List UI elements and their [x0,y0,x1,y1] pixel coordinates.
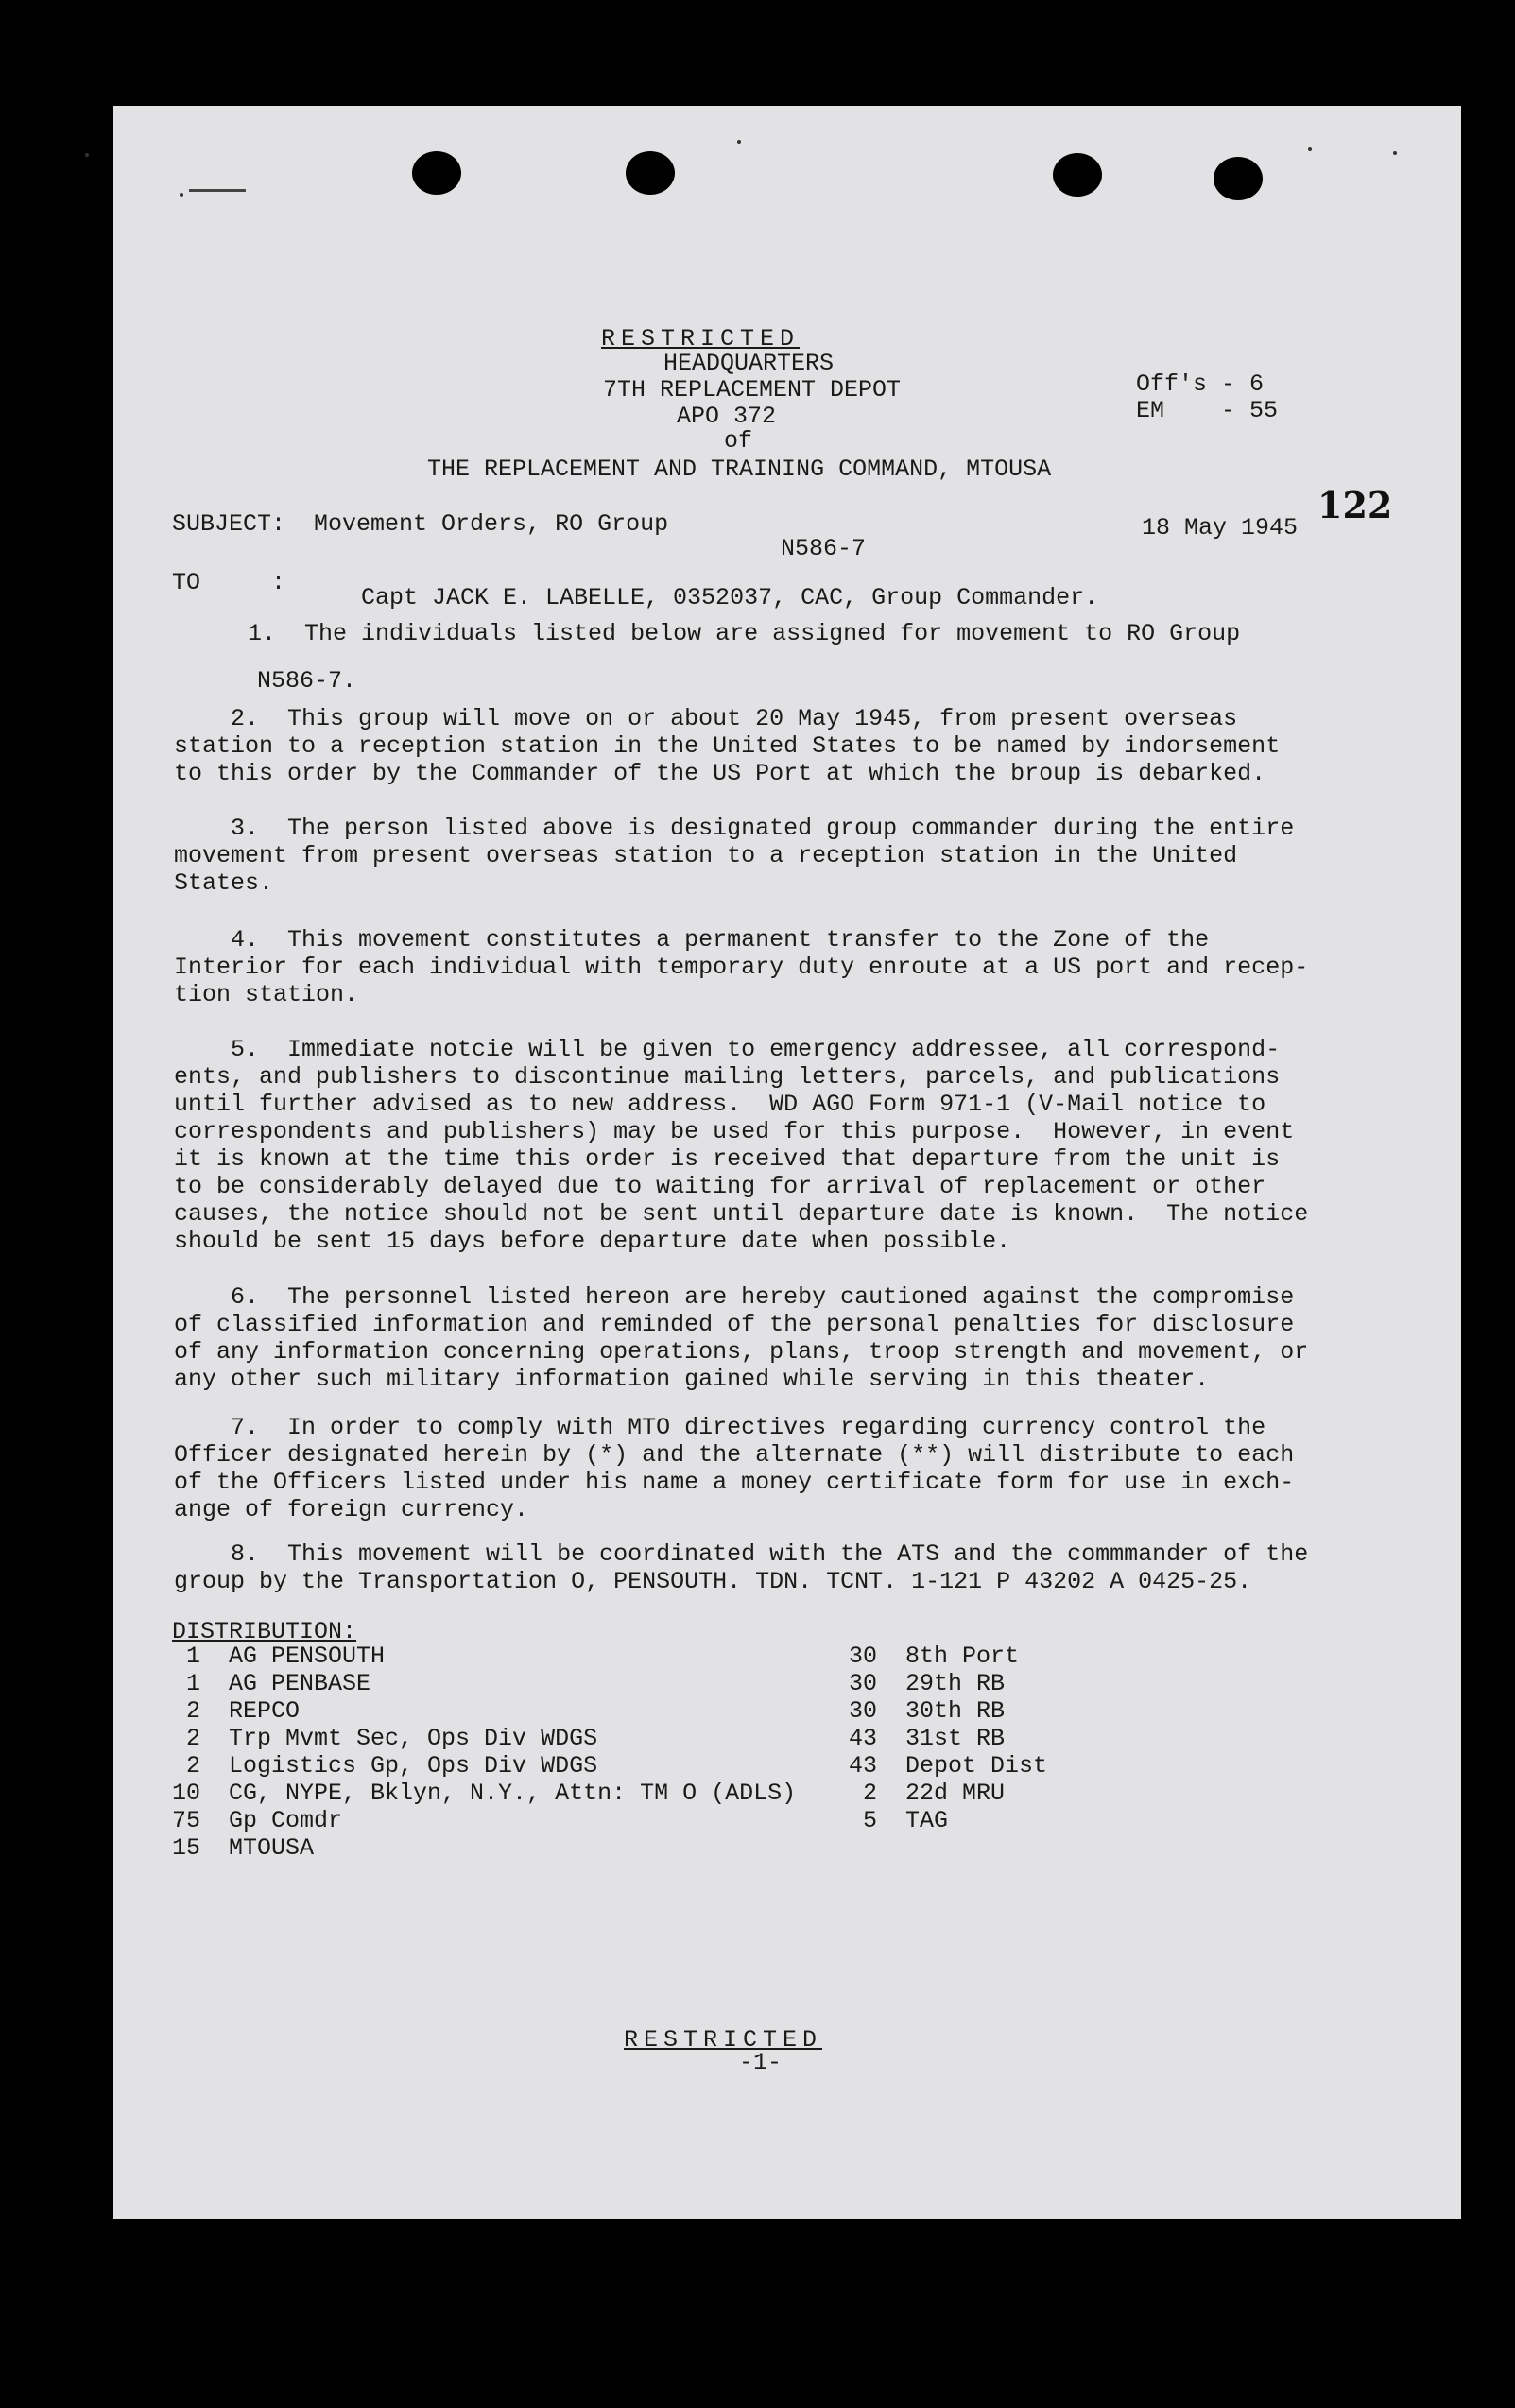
distribution-label: DISTRIBUTION: [172,1618,357,1645]
distribution-entry: 2 REPCO [172,1697,301,1725]
paragraph-6: 6. The personnel listed hereon are hereby cautioned against the compromise of classified information and reminded of the personal penalties for disclosure of any information concerning operations, plans, troop strength and movement, or any other such military information gained while serving in this theater. [174,1283,1309,1393]
classification-bottom: RESTRICTED [624,2026,823,2054]
distribution-entry: 2 Trp Mvmt Sec, Ops Div WDGS [172,1725,598,1752]
stamp-number: 122 [1317,484,1393,526]
distribution-entry: 43 31st RB [849,1725,1006,1752]
paragraph-4: 4. This movement constitutes a permanent transfer to the Zone of the Interior for each individual with temporary duty enroute at a US port and recep- tion station. [174,926,1309,1008]
distribution-entry: 43 Depot Dist [849,1752,1048,1780]
distribution-entry: 30 30th RB [849,1697,1006,1725]
scan-speck [1308,147,1312,151]
distribution-entry: 2 22d MRU [849,1780,1006,1807]
punch-hole [1214,157,1263,200]
punch-hole [626,151,675,195]
distribution-entry: 5 TAG [849,1807,949,1834]
addressee-line: Capt JACK E. LABELLE, 0352037, CAC, Group Commander. [361,584,1099,611]
distribution-entry: 75 Gp Comdr [172,1807,343,1834]
scan-speck [85,153,89,157]
distribution-entry: 1 AG PENBASE [172,1670,371,1697]
page-number: -1- [739,2049,783,2076]
paragraph-5: 5. Immediate notcie will be given to emergency addressee, all correspond- ents, and publishers to discontinue mailing letters, parcels, and publications until further advised as to new address. WD AGO Form 971-1 (V-Mail notice to correspondents and publishers) may be used for this purpose. However, in event it is known at the time this order is received that departure from the unit is to be considerably delayed due to waiting for arrival of replacement or other causes, the notice should not be sent until departure date is known. The notice should be sent 15 days before departure date when possible. [174,1036,1309,1255]
officers-count: Off's - 6 [1136,370,1265,398]
scan-speck [1393,151,1397,155]
scan-speck [180,193,183,197]
subject-line: SUBJECT: Movement Orders, RO Group [172,510,669,538]
command-line: THE REPLACEMENT AND TRAINING COMMAND, MTOUSA [427,456,1052,483]
hq-line: HEADQUARTERS [663,350,835,377]
paragraph-7: 7. In order to comply with MTO directives regarding currency control the Officer designated herein by (*) and the alternate (**) will distribute to each of the Officers listed under his name a money certificate form for use in exch- ange of foreign currency. [174,1414,1295,1523]
distribution-entry: 10 CG, NYPE, Bklyn, N.Y., Attn: TM O (ADLS) [172,1780,797,1807]
paragraph-3: 3. The person listed above is designated group commander during the entire movement from present overseas station to a reception station in the United States. [174,815,1295,897]
distribution-list-left [172,1643,796,1862]
document-page [113,106,1461,2219]
distribution-entry: 2 Logistics Gp, Ops Div WDGS [172,1752,598,1780]
paragraph-8: 8. This movement will be coordinated with the ATS and the commmander of the group by the Transportation O, PENSOUTH. TDN. TCNT. 1-121 P 43202 A 0425-25. [174,1540,1309,1595]
paragraph-1-continued: N586-7. [257,667,357,695]
paragraph-2: 2. This group will move on or about 20 May 1945, from present overseas station to a reception station in the United States to be named by indorsement to this order by the Commander of the US Port at which the broup is debarked. [174,705,1281,787]
distribution-entry: 30 8th Port [849,1643,1020,1670]
scan-speck [737,140,741,144]
scan-mark [189,189,246,192]
distribution-list-right [849,1643,1047,1834]
em-count: EM - 55 [1136,397,1279,424]
distribution-entry: 30 29th RB [849,1670,1006,1697]
punch-hole [412,151,461,195]
apo-line: APO 372 [677,403,777,430]
punch-hole [1053,153,1102,197]
date: 18 May 1945 [1142,514,1299,542]
to-label: TO : [172,569,286,596]
distribution-entry: 1 AG PENSOUTH [172,1643,386,1670]
order-number: N586-7 [781,535,867,562]
distribution-entry: 15 MTOUSA [172,1834,315,1862]
depot-line: 7TH REPLACEMENT DEPOT [603,376,902,404]
paragraph-1: 1. The individuals listed below are assigned for movement to RO Group [248,620,1241,647]
of-line: of [724,427,753,455]
classification-top: RESTRICTED [601,325,801,353]
